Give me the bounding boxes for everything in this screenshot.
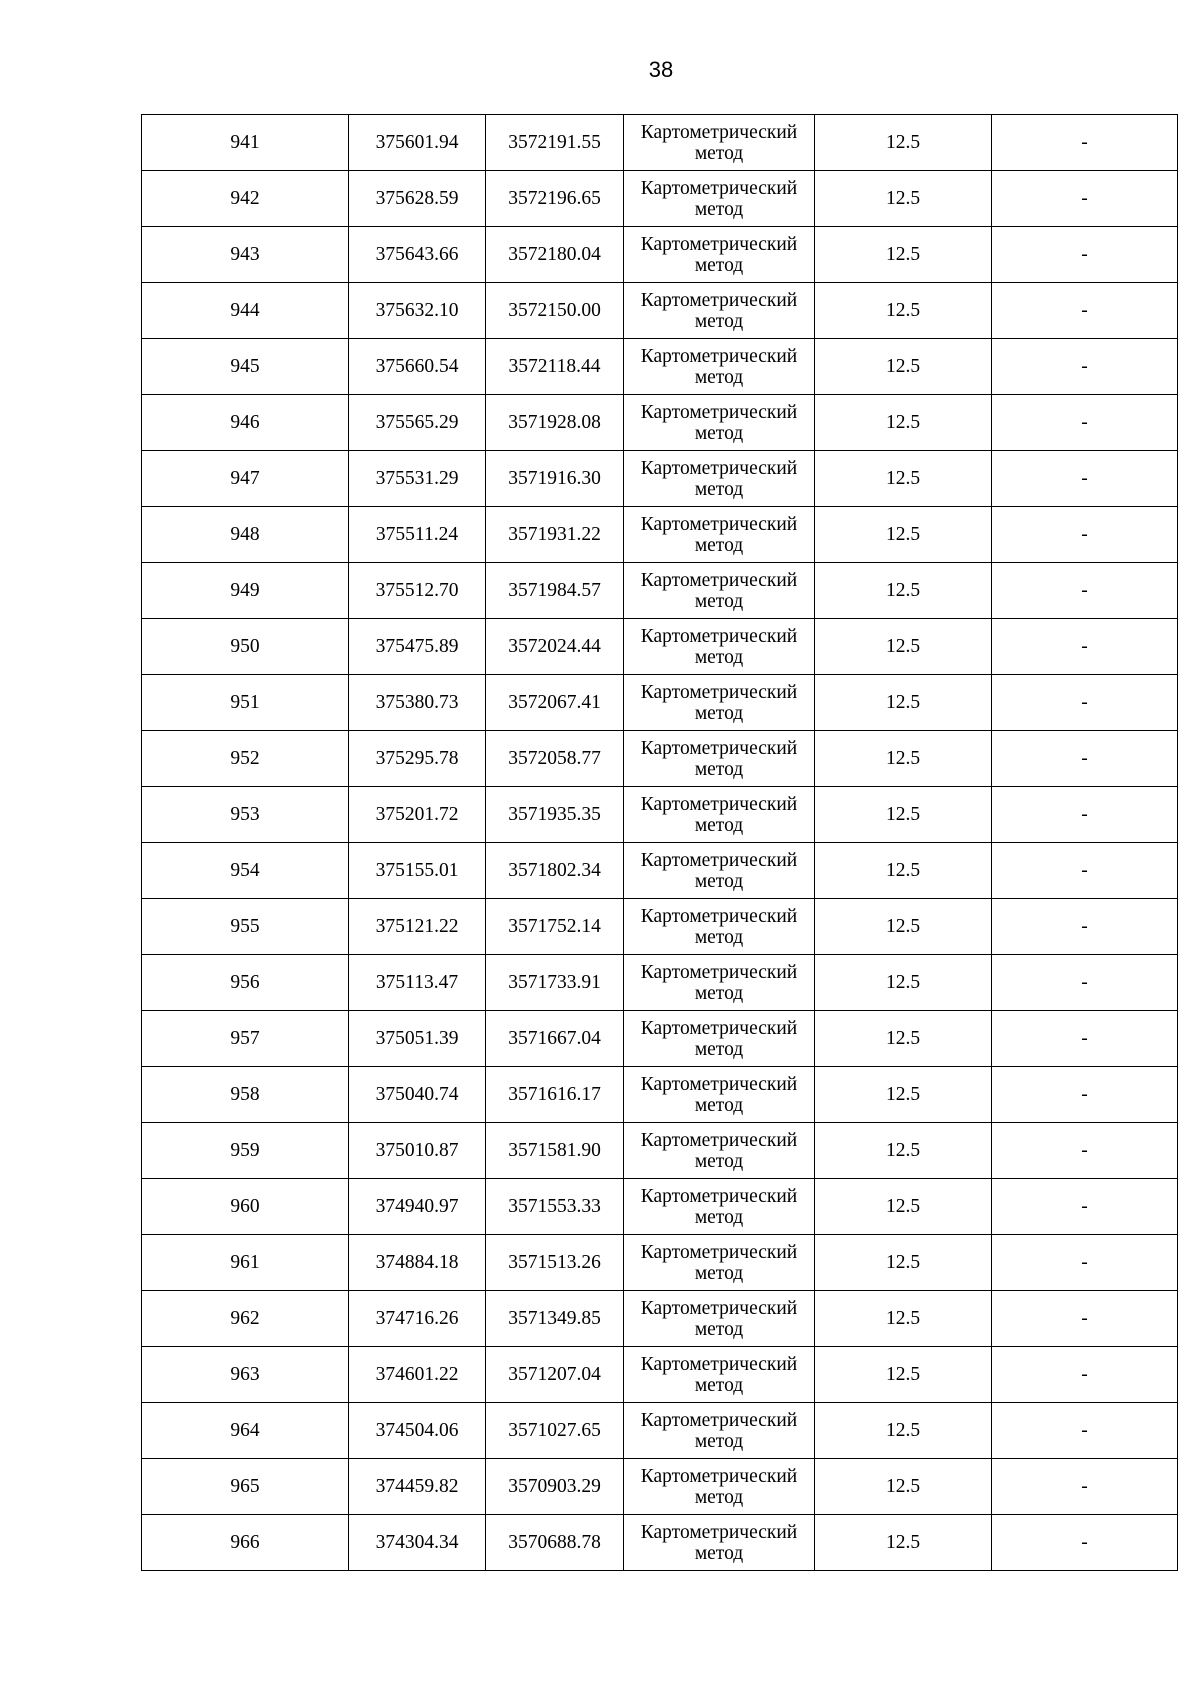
y-coordinate-cell: 3571513.26 (486, 1235, 624, 1291)
x-coordinate-cell: 375155.01 (349, 843, 486, 899)
method-cell (624, 1515, 815, 1571)
x-coordinate-cell: 375601.94 (349, 115, 486, 171)
y-coordinate-cell: 3571349.85 (486, 1291, 624, 1347)
method-cell (624, 955, 815, 1011)
table-row (142, 619, 1178, 675)
point-number-cell: 966 (142, 1515, 349, 1571)
method-text-line: метод (694, 254, 744, 276)
method-text-line: Картометрический (640, 681, 798, 703)
point-number-cell: 957 (142, 1011, 349, 1067)
method-cell (624, 619, 815, 675)
method-text-line: Картометрический (640, 1241, 798, 1263)
table-row (142, 1515, 1178, 1571)
x-coordinate-cell: 375010.87 (349, 1123, 486, 1179)
method-cell (624, 171, 815, 227)
method-text-line: Картометрический (640, 177, 798, 199)
accuracy-cell: 12.5 (815, 731, 992, 787)
point-number-cell: 949 (142, 563, 349, 619)
point-number-cell: 944 (142, 283, 349, 339)
method-text-line: метод (694, 534, 744, 556)
method-cell (624, 1291, 815, 1347)
y-coordinate-cell: 3571802.34 (486, 843, 624, 899)
point-number-cell: 953 (142, 787, 349, 843)
x-coordinate-cell: 374459.82 (349, 1459, 486, 1515)
point-number-cell: 954 (142, 843, 349, 899)
method-text-line: Картометрический (640, 1017, 798, 1039)
y-coordinate-cell: 3571984.57 (486, 563, 624, 619)
note-cell: - (992, 563, 1178, 619)
point-number-cell: 962 (142, 1291, 349, 1347)
note-cell: - (992, 899, 1178, 955)
x-coordinate-cell: 375531.29 (349, 451, 486, 507)
note-cell: - (992, 1459, 1178, 1515)
y-coordinate-cell: 3572024.44 (486, 619, 624, 675)
table-row (142, 1179, 1178, 1235)
method-cell (624, 1347, 815, 1403)
y-coordinate-cell: 3572196.65 (486, 171, 624, 227)
y-coordinate-cell: 3571928.08 (486, 395, 624, 451)
accuracy-cell: 12.5 (815, 1459, 992, 1515)
method-cell (624, 1179, 815, 1235)
method-text-line: Картометрический (640, 1409, 798, 1431)
method-text-line: Картометрический (640, 513, 798, 535)
note-cell: - (992, 1347, 1178, 1403)
y-coordinate-cell: 3571935.35 (486, 787, 624, 843)
table-row (142, 1459, 1178, 1515)
note-cell: - (992, 731, 1178, 787)
method-text-line: Картометрический (640, 457, 798, 479)
x-coordinate-cell: 375643.66 (349, 227, 486, 283)
x-coordinate-cell: 374504.06 (349, 1403, 486, 1459)
table-row (142, 283, 1178, 339)
y-coordinate-cell: 3572150.00 (486, 283, 624, 339)
table-row (142, 787, 1178, 843)
y-coordinate-cell: 3572058.77 (486, 731, 624, 787)
accuracy-cell: 12.5 (815, 507, 992, 563)
accuracy-cell: 12.5 (815, 115, 992, 171)
method-text-line: Картометрический (640, 289, 798, 311)
table-row (142, 675, 1178, 731)
method-text-line: Картометрический (640, 1129, 798, 1151)
point-number-cell: 963 (142, 1347, 349, 1403)
method-text-line: метод (694, 758, 744, 780)
table-row (142, 843, 1178, 899)
point-number-cell: 941 (142, 115, 349, 171)
method-text-line: метод (694, 1206, 744, 1228)
coordinates-table (141, 114, 1178, 1571)
x-coordinate-cell: 375628.59 (349, 171, 486, 227)
y-coordinate-cell: 3570688.78 (486, 1515, 624, 1571)
method-text-line: Картометрический (640, 1185, 798, 1207)
method-cell (624, 1067, 815, 1123)
accuracy-cell: 12.5 (815, 619, 992, 675)
note-cell: - (992, 619, 1178, 675)
table-row (142, 1403, 1178, 1459)
x-coordinate-cell: 374940.97 (349, 1179, 486, 1235)
point-number-cell: 961 (142, 1235, 349, 1291)
method-text-line: метод (694, 198, 744, 220)
point-number-cell: 947 (142, 451, 349, 507)
note-cell: - (992, 1011, 1178, 1067)
point-number-cell: 946 (142, 395, 349, 451)
method-cell (624, 451, 815, 507)
accuracy-cell: 12.5 (815, 1011, 992, 1067)
method-text-line: метод (694, 814, 744, 836)
point-number-cell: 948 (142, 507, 349, 563)
table-row (142, 227, 1178, 283)
method-text-line: метод (694, 1374, 744, 1396)
note-cell: - (992, 1403, 1178, 1459)
y-coordinate-cell: 3571207.04 (486, 1347, 624, 1403)
note-cell: - (992, 1067, 1178, 1123)
method-text-line: Картометрический (640, 1353, 798, 1375)
point-number-cell: 965 (142, 1459, 349, 1515)
method-cell (624, 1123, 815, 1179)
x-coordinate-cell: 375512.70 (349, 563, 486, 619)
method-text-line: Картометрический (640, 1073, 798, 1095)
table-row (142, 1011, 1178, 1067)
method-cell (624, 1235, 815, 1291)
y-coordinate-cell: 3572180.04 (486, 227, 624, 283)
note-cell: - (992, 787, 1178, 843)
method-text-line: Картометрический (640, 233, 798, 255)
method-cell (624, 899, 815, 955)
x-coordinate-cell: 375121.22 (349, 899, 486, 955)
note-cell: - (992, 283, 1178, 339)
table-row (142, 451, 1178, 507)
x-coordinate-cell: 374304.34 (349, 1515, 486, 1571)
note-cell: - (992, 955, 1178, 1011)
accuracy-cell: 12.5 (815, 395, 992, 451)
table-row (142, 339, 1178, 395)
accuracy-cell: 12.5 (815, 1235, 992, 1291)
accuracy-cell: 12.5 (815, 1067, 992, 1123)
accuracy-cell: 12.5 (815, 339, 992, 395)
point-number-cell: 959 (142, 1123, 349, 1179)
method-text-line: метод (694, 1430, 744, 1452)
note-cell: - (992, 395, 1178, 451)
point-number-cell: 950 (142, 619, 349, 675)
note-cell: - (992, 339, 1178, 395)
method-text-line: метод (694, 478, 744, 500)
table-row (142, 1123, 1178, 1179)
table-row (142, 1067, 1178, 1123)
point-number-cell: 955 (142, 899, 349, 955)
method-text-line: метод (694, 366, 744, 388)
method-text-line: Картометрический (640, 401, 798, 423)
y-coordinate-cell: 3571581.90 (486, 1123, 624, 1179)
point-number-cell: 942 (142, 171, 349, 227)
x-coordinate-cell: 374884.18 (349, 1235, 486, 1291)
point-number-cell: 943 (142, 227, 349, 283)
accuracy-cell: 12.5 (815, 1291, 992, 1347)
note-cell: - (992, 507, 1178, 563)
method-text-line: Картометрический (640, 1521, 798, 1543)
method-text-line: метод (694, 646, 744, 668)
y-coordinate-cell: 3571667.04 (486, 1011, 624, 1067)
accuracy-cell: 12.5 (815, 227, 992, 283)
method-text-line: метод (694, 590, 744, 612)
x-coordinate-cell: 375113.47 (349, 955, 486, 1011)
accuracy-cell: 12.5 (815, 787, 992, 843)
method-cell (624, 1459, 815, 1515)
page-number: 38 (648, 57, 674, 82)
method-text-line: метод (694, 1094, 744, 1116)
method-cell (624, 843, 815, 899)
method-cell (624, 395, 815, 451)
x-coordinate-cell: 375201.72 (349, 787, 486, 843)
method-text-line: метод (694, 702, 744, 724)
method-text-line: Картометрический (640, 121, 798, 143)
accuracy-cell: 12.5 (815, 675, 992, 731)
x-coordinate-cell: 375660.54 (349, 339, 486, 395)
method-text-line: Картометрический (640, 905, 798, 927)
note-cell: - (992, 1123, 1178, 1179)
note-cell: - (992, 1235, 1178, 1291)
method-text-line: Картометрический (640, 625, 798, 647)
table-row (142, 1291, 1178, 1347)
method-text-line: Картометрический (640, 961, 798, 983)
note-cell: - (992, 171, 1178, 227)
method-text-line: метод (694, 926, 744, 948)
method-text-line: метод (694, 310, 744, 332)
note-cell: - (992, 227, 1178, 283)
method-text-line: метод (694, 1318, 744, 1340)
accuracy-cell: 12.5 (815, 1179, 992, 1235)
note-cell: - (992, 843, 1178, 899)
note-cell: - (992, 1291, 1178, 1347)
method-cell (624, 339, 815, 395)
table-row (142, 395, 1178, 451)
x-coordinate-cell: 375051.39 (349, 1011, 486, 1067)
method-text-line: Картометрический (640, 1297, 798, 1319)
point-number-cell: 960 (142, 1179, 349, 1235)
y-coordinate-cell: 3571931.22 (486, 507, 624, 563)
method-cell (624, 227, 815, 283)
y-coordinate-cell: 3571733.91 (486, 955, 624, 1011)
x-coordinate-cell: 375040.74 (349, 1067, 486, 1123)
note-cell: - (992, 115, 1178, 171)
note-cell: - (992, 675, 1178, 731)
method-text-line: Картометрический (640, 849, 798, 871)
point-number-cell: 956 (142, 955, 349, 1011)
y-coordinate-cell: 3570903.29 (486, 1459, 624, 1515)
point-number-cell: 952 (142, 731, 349, 787)
method-cell (624, 1011, 815, 1067)
method-text-line: Картометрический (640, 793, 798, 815)
y-coordinate-cell: 3572191.55 (486, 115, 624, 171)
table-row (142, 731, 1178, 787)
x-coordinate-cell: 375475.89 (349, 619, 486, 675)
y-coordinate-cell: 3571616.17 (486, 1067, 624, 1123)
method-cell (624, 731, 815, 787)
note-cell: - (992, 1179, 1178, 1235)
method-text-line: метод (694, 422, 744, 444)
x-coordinate-cell: 375511.24 (349, 507, 486, 563)
x-coordinate-cell: 375295.78 (349, 731, 486, 787)
table-row (142, 507, 1178, 563)
accuracy-cell: 12.5 (815, 1403, 992, 1459)
y-coordinate-cell: 3571027.65 (486, 1403, 624, 1459)
method-cell (624, 675, 815, 731)
method-text-line: метод (694, 142, 744, 164)
x-coordinate-cell: 375632.10 (349, 283, 486, 339)
method-text-line: Картометрический (640, 569, 798, 591)
y-coordinate-cell: 3571553.33 (486, 1179, 624, 1235)
method-text-line: Картометрический (640, 737, 798, 759)
point-number-cell: 945 (142, 339, 349, 395)
accuracy-cell: 12.5 (815, 563, 992, 619)
accuracy-cell: 12.5 (815, 283, 992, 339)
method-text-line: Картометрический (640, 345, 798, 367)
x-coordinate-cell: 374716.26 (349, 1291, 486, 1347)
table-row (142, 955, 1178, 1011)
accuracy-cell: 12.5 (815, 899, 992, 955)
x-coordinate-cell: 375380.73 (349, 675, 486, 731)
table-row (142, 1347, 1178, 1403)
accuracy-cell: 12.5 (815, 451, 992, 507)
x-coordinate-cell: 374601.22 (349, 1347, 486, 1403)
method-text-line: метод (694, 1150, 744, 1172)
table-row (142, 171, 1178, 227)
method-text-line: Картометрический (640, 1465, 798, 1487)
accuracy-cell: 12.5 (815, 171, 992, 227)
method-cell (624, 787, 815, 843)
accuracy-cell: 12.5 (815, 1123, 992, 1179)
method-cell (624, 563, 815, 619)
table-row (142, 899, 1178, 955)
y-coordinate-cell: 3572067.41 (486, 675, 624, 731)
method-text-line: метод (694, 1038, 744, 1060)
point-number-cell: 964 (142, 1403, 349, 1459)
point-number-cell: 951 (142, 675, 349, 731)
accuracy-cell: 12.5 (815, 843, 992, 899)
accuracy-cell: 12.5 (815, 1347, 992, 1403)
method-text-line: метод (694, 1262, 744, 1284)
method-cell (624, 283, 815, 339)
y-coordinate-cell: 3572118.44 (486, 339, 624, 395)
table-row (142, 1235, 1178, 1291)
method-text-line: метод (694, 982, 744, 1004)
method-cell (624, 1403, 815, 1459)
x-coordinate-cell: 375565.29 (349, 395, 486, 451)
method-text-line: метод (694, 1542, 744, 1564)
point-number-cell: 958 (142, 1067, 349, 1123)
note-cell: - (992, 451, 1178, 507)
table-row (142, 115, 1178, 171)
table-row (142, 563, 1178, 619)
y-coordinate-cell: 3571916.30 (486, 451, 624, 507)
note-cell: - (992, 1515, 1178, 1571)
coordinates-table-body (142, 115, 1178, 1571)
accuracy-cell: 12.5 (815, 1515, 992, 1571)
method-cell (624, 507, 815, 563)
method-text-line: метод (694, 870, 744, 892)
method-cell (624, 115, 815, 171)
method-text-line: метод (694, 1486, 744, 1508)
accuracy-cell: 12.5 (815, 955, 992, 1011)
y-coordinate-cell: 3571752.14 (486, 899, 624, 955)
